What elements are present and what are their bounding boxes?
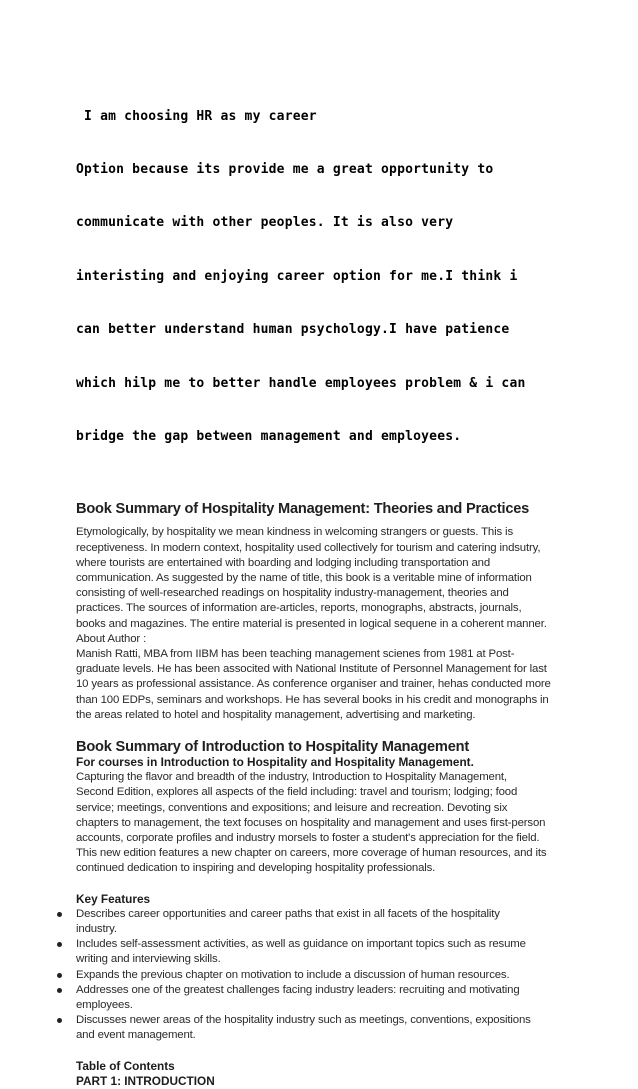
list-item — [76, 907, 576, 937]
list-item — [76, 968, 576, 983]
summary2-line: service; meetings, conventions and expositions; and leisure and recreation. Devoting six — [76, 801, 508, 814]
list-item — [76, 937, 576, 967]
bullet-icon — [57, 942, 62, 947]
summary1-line: the areas related to hotel and hospitality management, advertising and marketing. — [76, 708, 476, 721]
intro-line: bridge the gap between management and employees. — [76, 428, 462, 444]
intro-line: I am choosing HR as my career — [76, 108, 317, 124]
key-features-list — [76, 907, 576, 1044]
list-item-line: Addresses one of the greatest challenges facing industry leaders: recruiting and motivating — [76, 983, 520, 996]
summary1-line: 10 years as professional assistance. As conference organiser and trainer, hehas conducted more — [76, 678, 551, 691]
summary2-line: This new edition features a new chapter on careers, more coverage of human resources, and its — [76, 847, 547, 860]
summary2-body — [76, 770, 576, 876]
list-item-line: industry. — [76, 923, 117, 935]
document-page — [76, 72, 576, 1089]
intro-line: communicate with other peoples. It is also very — [76, 215, 454, 231]
summary1-line: practices. The sources of information are-articles, reports, monographs, abstracts, journals, — [76, 602, 522, 615]
summary1-line: where tourists are entertained with boarding and lodging including transportation and — [76, 556, 491, 569]
key-features-heading: Key Features — [76, 891, 151, 906]
intro-statement — [76, 72, 576, 481]
toc-part-1: PART 1: INTRODUCTION — [76, 1073, 215, 1088]
summary1-line: About Author : — [76, 632, 147, 645]
bullet-icon — [57, 912, 62, 917]
summary2-subtitle: For courses in Introduction to Hospitality and Hospitality Management. — [76, 754, 474, 769]
bullet-icon — [57, 1018, 62, 1023]
summary1-heading: Book Summary of Hospitality Management: Theories and Practices — [76, 501, 530, 518]
summary1-line: communication. As suggested by the name of title, this book is a veritable mine of information — [76, 571, 532, 584]
summary1-line: receptiveness. In modern context, hospitality used collectively for tourism and catering indsutry, — [76, 541, 541, 554]
list-item-line: writing and interviewing skills. — [76, 953, 221, 966]
intro-line: which hilp me to better handle employees problem & i can — [76, 375, 526, 391]
list-item-line: Discusses newer areas of the hospitality industry such as meetings, conventions, expositions — [76, 1014, 531, 1027]
list-item — [76, 1013, 576, 1043]
bullet-icon — [57, 988, 62, 993]
list-item-line: and event management. — [76, 1029, 196, 1042]
summary1-line: graduate levels. He has been associted with National Institute of Personnel Management for last — [76, 663, 547, 676]
list-item-line: employees. — [76, 999, 133, 1012]
list-item-line: Includes self-assessment activities, as well as guidance on important topics such as resume — [76, 938, 526, 951]
key-features-section — [76, 892, 576, 1044]
list-item-line: Expands the previous chapter on motivation to include a discussion of human resources. — [76, 968, 510, 981]
summary1-line: than 100 EDPs, seminars and workshops. He has several books in his credit and monographs in — [76, 693, 549, 706]
summary1-line: consisting of well-researched readings on hospitality industry-management, theories and — [76, 587, 509, 600]
intro-line: Option because its provide me a great opportunity to — [76, 161, 494, 177]
summary1-line: Manish Ratti, MBA from IIBM has been teaching management scienes from 1981 at Post- — [76, 647, 515, 660]
summary2-line: continued dedication to inspiring and developing hospitality professionals. — [76, 862, 436, 875]
summary2-line: Second Edition, explores all aspects of the field including: travel and tourism; lodging; food — [76, 786, 518, 799]
summary1-line: books and magazines. The entire material is presented in logical sequene in a coherent manner. — [76, 617, 547, 630]
summary2-line: chapters to management, the text focuses on hospitality and management and uses first-person — [76, 816, 546, 829]
intro-line: interisting and enjoying career option for me.I think i — [76, 268, 518, 284]
summary2-line: Capturing the flavor and breadth of the industry, Introduction to Hospitality Management, — [76, 771, 507, 784]
list-item — [76, 983, 576, 1013]
summary1-line: Etymologically, by hospitality we mean kindness in welcoming strangers or guests. This is — [76, 526, 513, 539]
toc-heading: Table of Contents — [76, 1058, 175, 1073]
list-item-line: Describes career opportunities and career paths that exist in all facets of the hospitality — [76, 907, 500, 920]
bullet-icon — [57, 973, 62, 978]
table-of-contents — [76, 1059, 576, 1089]
summary2-line: accounts, corporate profiles and industry morsels to foster a student's appreciation for the field. — [76, 831, 540, 844]
summary1-body — [76, 525, 576, 723]
summary2-heading: Book Summary of Introduction to Hospitality Management — [76, 738, 469, 755]
intro-line: can better understand human psychology.I have patience — [76, 322, 510, 338]
